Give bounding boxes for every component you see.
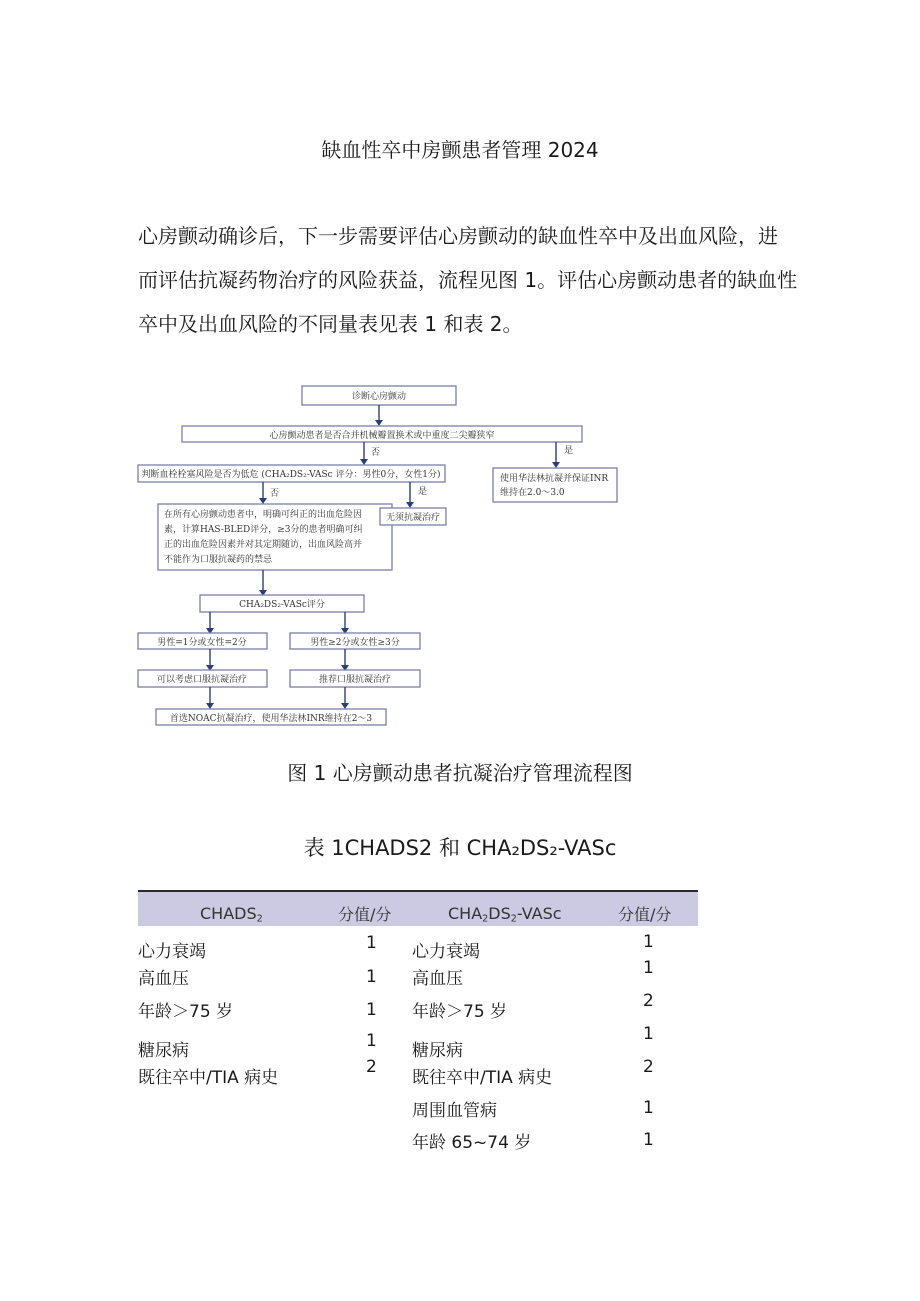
arrowhead bbox=[375, 420, 383, 426]
table-title: 表 1CHADS2 和 CHA₂DS₂-VASc bbox=[303, 836, 617, 860]
node-consider-oac-text: 可以考虑口服抗凝治疗 bbox=[156, 675, 248, 685]
left-row-item: 年龄＞75 岁 bbox=[138, 1002, 234, 1022]
arrowhead bbox=[259, 498, 267, 504]
node-valve-check-text: 心房颤动患者是否合并机械瓣置换术或中重度二尖瓣狭窄 bbox=[269, 431, 495, 441]
label-no: 否 bbox=[371, 448, 381, 458]
right-row-item: 年龄＞75 岁 bbox=[412, 1002, 508, 1022]
document-title: 缺血性卒中房颤患者管理 2024 bbox=[321, 138, 599, 162]
node-noac-first-text: 首选NOAC抗凝治疗，使用华法林INR维持在2～3 bbox=[169, 714, 373, 724]
left-row-score: 1 bbox=[366, 967, 377, 987]
node-risk-assess-text: 判断血栓栓塞风险是否为低危 (CHA₂DS₂-VASc 评分：男性0分，女性1分) bbox=[141, 470, 441, 480]
node-no-anticoag-text: 无须抗凝治疗 bbox=[385, 513, 441, 523]
arrowhead bbox=[360, 459, 368, 465]
left-row-item: 既往卒中/TIA 病史 bbox=[138, 1068, 279, 1088]
header-chads2 bbox=[200, 904, 263, 924]
node-recommend-oac-text: 推荐口服抗凝治疗 bbox=[318, 675, 392, 685]
left-row-item: 高血压 bbox=[138, 969, 189, 989]
left-row-score: 1 bbox=[366, 1000, 377, 1020]
right-row-score: 2 bbox=[643, 1057, 654, 1077]
node-bleeding-risk-text: 素，计算HAS-BLED评分，≥3分的患者明确可纠 bbox=[164, 525, 363, 535]
intro-paragraph bbox=[138, 214, 798, 346]
node-bleeding-risk-text: 在所有心房颤动患者中，明确可纠正的出血危险因 bbox=[164, 510, 363, 520]
right-row-item: 周围血管病 bbox=[412, 1101, 497, 1121]
arrowhead bbox=[341, 703, 349, 709]
right-row-score: 2 bbox=[643, 991, 654, 1011]
right-row-item: 心力衰竭 bbox=[412, 942, 480, 962]
left-row-score: 1 bbox=[366, 1031, 377, 1051]
node-cha2ds2-score-text: CHA₂DS₂-VASc评分 bbox=[239, 600, 325, 610]
node-warfarin-text: 使用华法林抗凝并保证INR bbox=[500, 474, 609, 484]
header-score-right: 分值/分 bbox=[618, 905, 672, 924]
right-row-score: 1 bbox=[643, 1098, 654, 1118]
header-part: -VASc bbox=[516, 904, 562, 923]
node-low-score-text: 男性=1分或女性=2分 bbox=[157, 638, 247, 648]
header-score-left: 分值/分 bbox=[338, 905, 392, 924]
label-yes: 是 bbox=[564, 446, 574, 456]
right-row-item: 高血压 bbox=[412, 969, 463, 989]
arrowhead bbox=[552, 462, 560, 468]
right-row-score: 1 bbox=[643, 1024, 654, 1044]
header-cha2ds2-vasc bbox=[448, 904, 562, 924]
arrowhead bbox=[406, 502, 414, 508]
arrowhead bbox=[206, 703, 214, 709]
right-row-score: 1 bbox=[643, 958, 654, 978]
left-row-score: 1 bbox=[366, 933, 377, 953]
paragraph-line: 而评估抗凝药物治疗的风险获益，流程见图 1。评估心房颤动患者的缺血性 bbox=[138, 268, 798, 292]
header-sub: 2 bbox=[482, 913, 489, 925]
left-row-item: 心力衰竭 bbox=[138, 942, 206, 962]
node-bleeding-risk-text: 正的出血危险因素并对其定期随访，出血风险高并 bbox=[164, 540, 363, 550]
header-part: DS bbox=[488, 904, 511, 923]
header-sub: 2 bbox=[510, 913, 517, 925]
label-no: 否 bbox=[270, 489, 280, 499]
paragraph-line: 卒中及出血风险的不同量表见表 1 和表 2。 bbox=[138, 312, 523, 336]
right-row-item: 年龄 65~74 岁 bbox=[412, 1133, 532, 1153]
node-high-score-text: 男性≥2分或女性≥3分 bbox=[310, 638, 400, 648]
header-chads2-sub: 2 bbox=[256, 913, 263, 925]
node-diagnose-af-text: 诊断心房颤动 bbox=[351, 392, 407, 402]
node-bleeding-risk-text: 不能作为口服抗凝药的禁忌 bbox=[164, 555, 273, 565]
figure-caption: 图 1 心房颤动患者抗凝治疗管理流程图 bbox=[287, 761, 633, 785]
left-row-score: 2 bbox=[366, 1057, 377, 1077]
right-row-item: 既往卒中/TIA 病史 bbox=[412, 1068, 553, 1088]
left-row-item: 糖尿病 bbox=[138, 1041, 189, 1061]
right-row-score: 1 bbox=[643, 932, 654, 952]
header-part: CHA bbox=[448, 904, 483, 923]
label-yes: 是 bbox=[418, 487, 428, 497]
right-row-score: 1 bbox=[643, 1130, 654, 1150]
right-row-item: 糖尿病 bbox=[412, 1041, 463, 1061]
node-warfarin-text: 维持在2.0～3.0 bbox=[500, 488, 565, 498]
paragraph-line: 心房颤动确诊后，下一步需要评估心房颤动的缺血性卒中及出血风险，进 bbox=[138, 224, 778, 248]
header-chads2-main: CHADS bbox=[200, 904, 257, 923]
flowchart bbox=[128, 380, 628, 740]
